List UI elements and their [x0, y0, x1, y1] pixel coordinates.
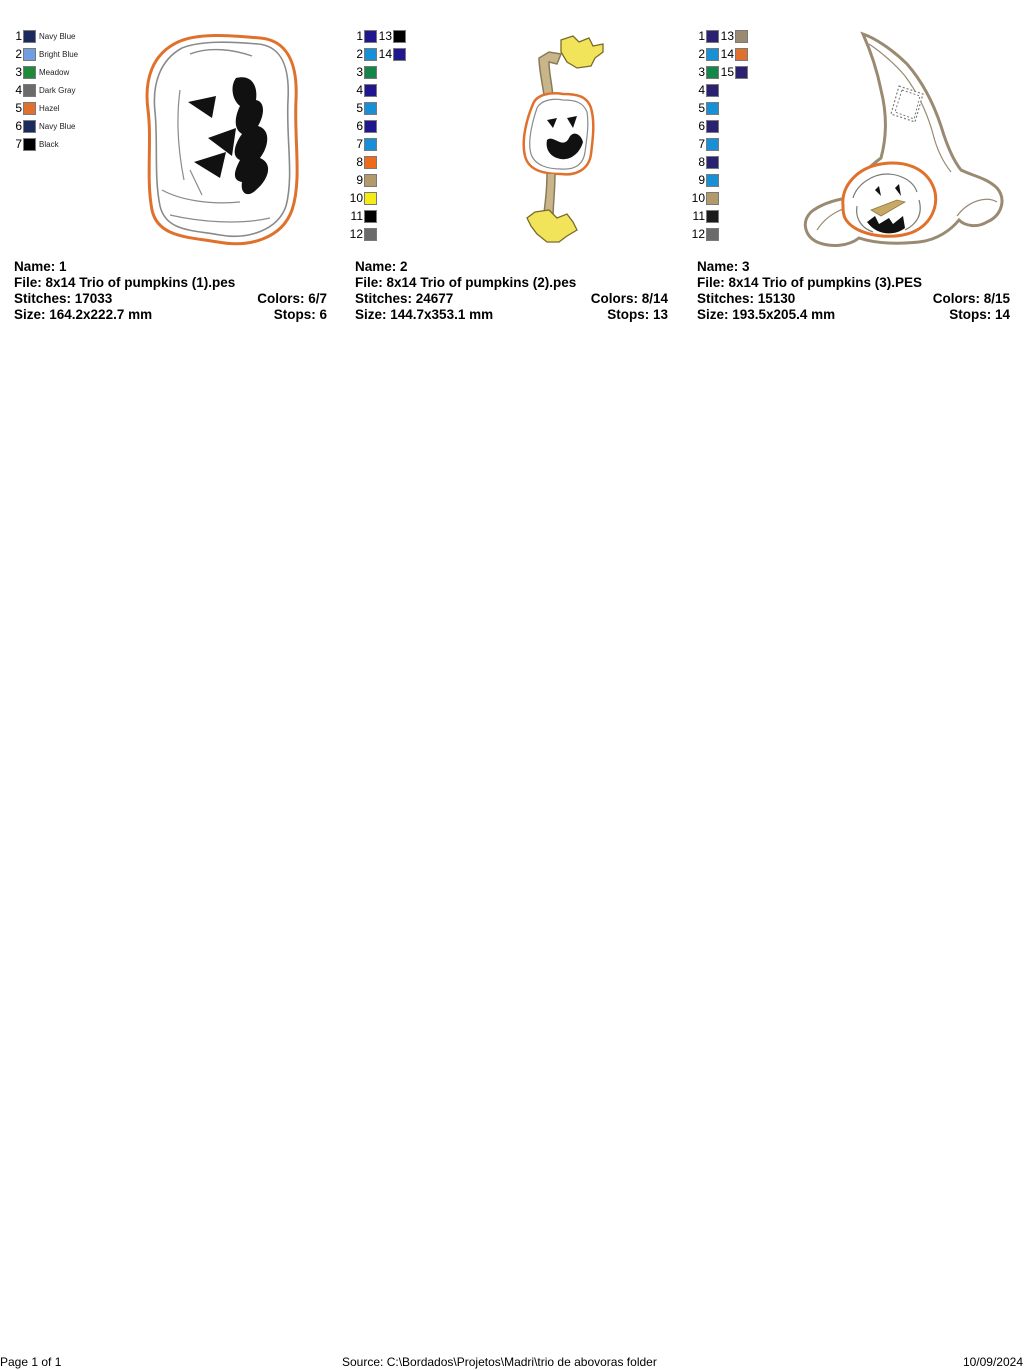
- color-name: Bright Blue: [39, 49, 79, 59]
- color-row: [349, 207, 377, 225]
- color-swatch: [23, 102, 36, 115]
- color-row: [8, 45, 78, 63]
- color-number: 15: [720, 65, 734, 79]
- color-number: 10: [349, 191, 363, 205]
- color-row: [691, 171, 719, 189]
- color-number: 4: [698, 83, 705, 97]
- design-stops: Stops: 13: [607, 307, 668, 322]
- color-number: 12: [349, 227, 363, 241]
- color-number: 11: [692, 209, 705, 223]
- color-number: 7: [698, 137, 705, 151]
- color-number: 7: [15, 137, 22, 151]
- color-number: 13: [378, 29, 392, 43]
- color-number: 1: [698, 29, 705, 43]
- design-stops: Stops: 14: [949, 307, 1010, 322]
- color-row: [349, 189, 377, 207]
- design-colors: Colors: 6/7: [257, 291, 327, 306]
- design-name: Name: 2: [355, 259, 408, 274]
- color-swatch: [706, 48, 719, 61]
- legend-column: [720, 27, 748, 81]
- design-info: [14, 259, 327, 323]
- color-number: 6: [15, 119, 22, 133]
- color-row: [691, 189, 719, 207]
- color-number: 2: [15, 47, 22, 61]
- color-row: [8, 63, 78, 81]
- color-swatch: [706, 156, 719, 169]
- color-number: 13: [720, 29, 734, 43]
- color-swatch: [735, 48, 748, 61]
- color-row: [349, 153, 377, 171]
- color-swatch: [23, 66, 36, 79]
- design-stops: Stops: 6: [273, 307, 327, 322]
- design-card-2: [341, 0, 671, 330]
- color-number: 1: [356, 29, 363, 43]
- color-swatch: [364, 84, 377, 97]
- color-swatch: [393, 30, 406, 43]
- color-swatch: [364, 174, 377, 187]
- color-row: [349, 99, 377, 117]
- color-number: 4: [15, 83, 22, 97]
- color-row: [691, 81, 719, 99]
- print-date: 10/09/2024: [962, 1355, 1023, 1369]
- color-row: [349, 135, 377, 153]
- color-row: [349, 171, 377, 189]
- legend-column: [691, 27, 719, 243]
- design-card-3: [683, 0, 1013, 330]
- color-row: [349, 225, 377, 243]
- color-swatch: [23, 30, 36, 43]
- color-number: 8: [356, 155, 363, 169]
- design-file: File: 8x14 Trio of pumpkins (3).PES: [697, 275, 923, 290]
- design-size: Size: 193.5x205.4 mm: [697, 307, 836, 322]
- color-name: Dark Gray: [39, 85, 76, 95]
- pumpkin-2-artwork: [517, 30, 617, 250]
- color-swatch: [364, 102, 377, 115]
- color-row: [349, 81, 377, 99]
- color-row: [8, 99, 78, 117]
- color-swatch: [364, 156, 377, 169]
- design-card-1: [0, 0, 330, 330]
- color-swatch: [364, 48, 377, 61]
- color-name: Black: [39, 139, 59, 149]
- color-swatch: [706, 228, 719, 241]
- color-swatch: [735, 66, 748, 79]
- color-name: Hazel: [39, 103, 60, 113]
- color-row: [349, 27, 377, 45]
- color-swatch: [23, 138, 36, 151]
- design-size: Size: 144.7x353.1 mm: [355, 307, 494, 322]
- design-name: Name: 3: [697, 259, 750, 274]
- color-number: 3: [356, 65, 363, 79]
- color-number: 3: [698, 65, 705, 79]
- color-row: [720, 63, 748, 81]
- color-swatch: [23, 48, 36, 61]
- color-swatch: [364, 120, 377, 133]
- color-number: 3: [15, 65, 22, 79]
- color-number: 2: [698, 47, 705, 61]
- color-row: [349, 117, 377, 135]
- color-number: 9: [356, 173, 363, 187]
- color-row: [691, 225, 719, 243]
- color-name: Navy Blue: [39, 31, 76, 41]
- color-name: Navy Blue: [39, 121, 76, 131]
- color-number: 7: [356, 137, 363, 151]
- design-stitches: Stitches: 15130: [697, 291, 796, 306]
- design-name: Name: 1: [14, 259, 67, 274]
- design-stitches: Stitches: 17033: [14, 291, 113, 306]
- design-file: File: 8x14 Trio of pumpkins (2).pes: [355, 275, 577, 290]
- color-swatch: [706, 210, 719, 223]
- color-swatch: [23, 84, 36, 97]
- color-swatch: [706, 174, 719, 187]
- color-row: [691, 117, 719, 135]
- color-row: [691, 45, 719, 63]
- color-row: [691, 207, 719, 225]
- source-path: Source: C:\Bordados\Projetos\Madri\trio de abovoras folder: [342, 1355, 657, 1369]
- color-number: 14: [720, 47, 734, 61]
- color-row: [691, 63, 719, 81]
- color-swatch: [364, 192, 377, 205]
- color-number: 1: [15, 29, 22, 43]
- page-number: Page 1 of 1: [0, 1355, 62, 1369]
- color-swatch: [364, 228, 377, 241]
- legend-column: [8, 27, 78, 153]
- color-number: 6: [356, 119, 363, 133]
- design-colors: Colors: 8/14: [590, 291, 668, 306]
- color-row: [691, 99, 719, 117]
- color-row: [8, 135, 78, 153]
- color-swatch: [364, 138, 377, 151]
- color-row: [720, 27, 748, 45]
- color-row: [691, 27, 719, 45]
- color-swatch: [706, 138, 719, 151]
- color-swatch: [364, 30, 377, 43]
- color-swatch: [364, 66, 377, 79]
- color-row: [378, 45, 406, 63]
- design-file: File: 8x14 Trio of pumpkins (1).pes: [14, 275, 236, 290]
- color-row: [691, 135, 719, 153]
- color-number: 5: [698, 101, 705, 115]
- color-number: 5: [15, 101, 22, 115]
- color-swatch: [706, 102, 719, 115]
- color-row: [691, 153, 719, 171]
- color-number: 6: [698, 119, 705, 133]
- pumpkin-1-artwork: [140, 30, 302, 250]
- color-number: 12: [691, 227, 705, 241]
- color-swatch: [706, 30, 719, 43]
- design-size: Size: 164.2x222.7 mm: [14, 307, 153, 322]
- color-number: 4: [356, 83, 363, 97]
- design-info: [697, 259, 1010, 323]
- color-swatch: [393, 48, 406, 61]
- color-swatch: [706, 66, 719, 79]
- color-swatch: [706, 192, 719, 205]
- color-row: [8, 117, 78, 135]
- color-number: 5: [356, 101, 363, 115]
- color-swatch: [706, 120, 719, 133]
- color-number: 2: [356, 47, 363, 61]
- color-number: 14: [378, 47, 392, 61]
- color-swatch: [364, 210, 377, 223]
- color-swatch: [23, 120, 36, 133]
- legend-column: [349, 27, 377, 243]
- design-info: [355, 259, 668, 323]
- pumpkin-3-artwork: [801, 30, 1011, 248]
- color-row: [349, 45, 377, 63]
- color-row: [8, 27, 78, 45]
- design-stitches: Stitches: 24677: [355, 291, 454, 306]
- color-swatch: [706, 84, 719, 97]
- color-row: [8, 81, 78, 99]
- color-row: [349, 63, 377, 81]
- color-row: [720, 45, 748, 63]
- design-colors: Colors: 8/15: [932, 291, 1010, 306]
- color-number: 8: [698, 155, 705, 169]
- color-swatch: [735, 30, 748, 43]
- color-row: [378, 27, 406, 45]
- color-name: Meadow: [39, 67, 70, 77]
- color-number: 11: [350, 209, 363, 223]
- color-number: 9: [698, 173, 705, 187]
- legend-column: [378, 27, 406, 63]
- color-number: 10: [691, 191, 705, 205]
